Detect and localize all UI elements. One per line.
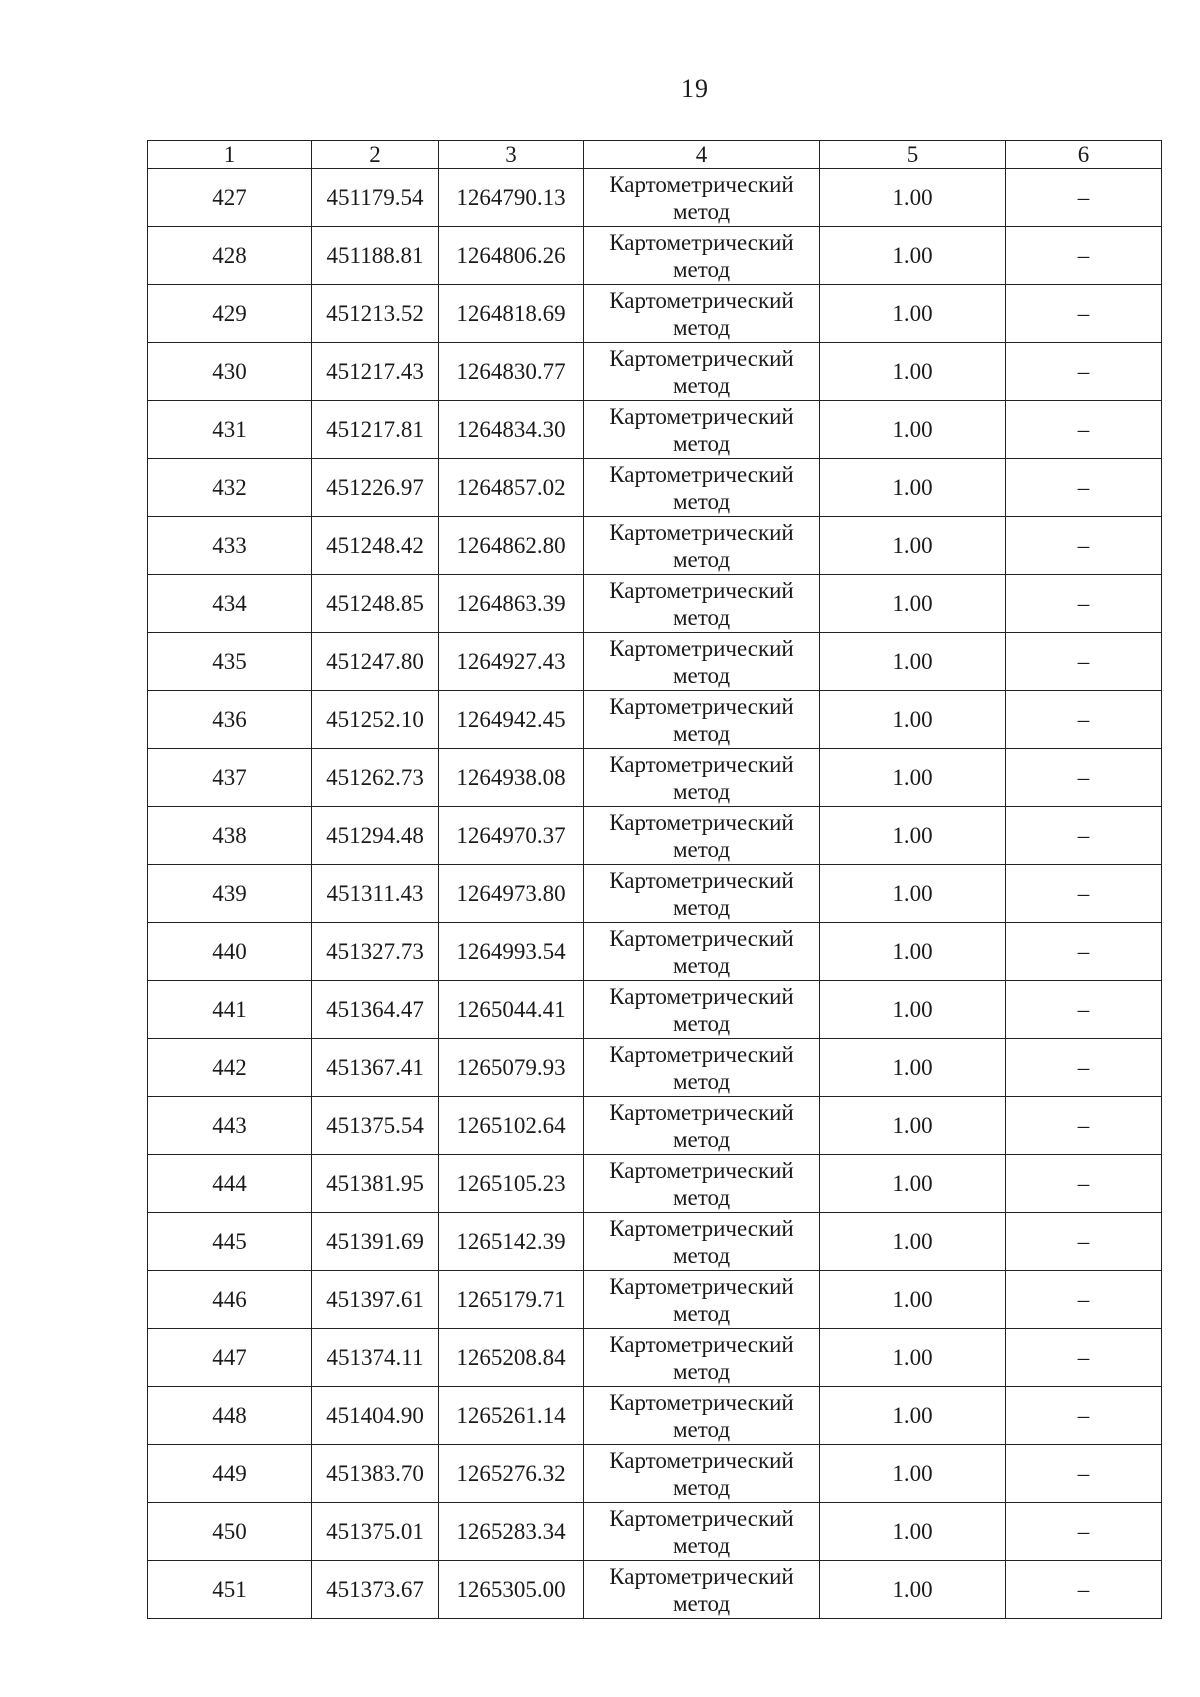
- y-coordinate-cell: 1264942.45: [439, 691, 584, 749]
- description-cell: –: [1006, 343, 1162, 401]
- table-row: [148, 401, 1162, 459]
- point-number-cell: 445: [148, 1213, 312, 1271]
- method-line-2: метод: [672, 663, 731, 688]
- accuracy-cell: 1.00: [820, 459, 1006, 517]
- accuracy-cell: 1.00: [820, 575, 1006, 633]
- description-cell: –: [1006, 1329, 1162, 1387]
- method-line-1: Картометрический: [609, 288, 794, 313]
- y-coordinate-cell: 1264973.80: [439, 865, 584, 923]
- method-line-1: Картометрический: [609, 752, 794, 777]
- method-line-2: метод: [672, 199, 731, 224]
- x-coordinate-cell: 451367.41: [312, 1039, 439, 1097]
- method-cell: [584, 1503, 820, 1561]
- description-cell: –: [1006, 1271, 1162, 1329]
- description-cell: –: [1006, 807, 1162, 865]
- point-number-cell: 434: [148, 575, 312, 633]
- description-cell: –: [1006, 401, 1162, 459]
- x-coordinate-cell: 451248.42: [312, 517, 439, 575]
- y-coordinate-cell: 1264863.39: [439, 575, 584, 633]
- method-line-1: Картометрический: [609, 346, 794, 371]
- method-line-1: Картометрический: [609, 404, 794, 429]
- method-line-1: Картометрический: [609, 636, 794, 661]
- header-row: [148, 141, 1162, 169]
- table-row: [148, 865, 1162, 923]
- method-line-1: Картометрический: [609, 926, 794, 951]
- method-cell: [584, 1271, 820, 1329]
- accuracy-cell: 1.00: [820, 1213, 1006, 1271]
- table-row: [148, 459, 1162, 517]
- y-coordinate-cell: 1265142.39: [439, 1213, 584, 1271]
- method-line-1: Картометрический: [609, 1100, 794, 1125]
- method-line-2: метод: [672, 837, 731, 862]
- y-coordinate-cell: 1264818.69: [439, 285, 584, 343]
- description-cell: –: [1006, 227, 1162, 285]
- x-coordinate-cell: 451188.81: [312, 227, 439, 285]
- method-line-2: метод: [672, 1359, 731, 1384]
- method-line-1: Картометрический: [609, 1448, 794, 1473]
- accuracy-cell: 1.00: [820, 1503, 1006, 1561]
- x-coordinate-cell: 451252.10: [312, 691, 439, 749]
- description-cell: –: [1006, 1561, 1162, 1619]
- accuracy-cell: 1.00: [820, 1271, 1006, 1329]
- table-row: [148, 285, 1162, 343]
- method-line-2: метод: [672, 489, 731, 514]
- point-number-cell: 439: [148, 865, 312, 923]
- method-cell: [584, 401, 820, 459]
- method-line-1: Картометрический: [609, 868, 794, 893]
- table-header: [148, 141, 1162, 169]
- y-coordinate-cell: 1264938.08: [439, 749, 584, 807]
- method-cell: [584, 807, 820, 865]
- y-coordinate-cell: 1265208.84: [439, 1329, 584, 1387]
- point-number-cell: 441: [148, 981, 312, 1039]
- method-cell: [584, 923, 820, 981]
- method-line-1: Картометрический: [609, 230, 794, 255]
- table-row: [148, 1561, 1162, 1619]
- point-number-cell: 451: [148, 1561, 312, 1619]
- x-coordinate-cell: 451248.85: [312, 575, 439, 633]
- method-line-1: Картометрический: [609, 1158, 794, 1183]
- point-number-cell: 444: [148, 1155, 312, 1213]
- x-coordinate-cell: 451381.95: [312, 1155, 439, 1213]
- point-number-cell: 443: [148, 1097, 312, 1155]
- point-number-cell: 433: [148, 517, 312, 575]
- table-row: [148, 1503, 1162, 1561]
- accuracy-cell: 1.00: [820, 169, 1006, 227]
- accuracy-cell: 1.00: [820, 1329, 1006, 1387]
- point-number-cell: 442: [148, 1039, 312, 1097]
- accuracy-cell: 1.00: [820, 923, 1006, 981]
- point-number-cell: 431: [148, 401, 312, 459]
- y-coordinate-cell: 1264862.80: [439, 517, 584, 575]
- method-cell: [584, 1039, 820, 1097]
- method-line-1: Картометрический: [609, 1274, 794, 1299]
- x-coordinate-cell: 451262.73: [312, 749, 439, 807]
- description-cell: –: [1006, 923, 1162, 981]
- method-cell: [584, 459, 820, 517]
- accuracy-cell: 1.00: [820, 1445, 1006, 1503]
- table-row: [148, 1039, 1162, 1097]
- point-number-cell: 446: [148, 1271, 312, 1329]
- table-row: [148, 1387, 1162, 1445]
- method-cell: [584, 1097, 820, 1155]
- column-header-4: 4: [584, 141, 820, 169]
- x-coordinate-cell: 451375.01: [312, 1503, 439, 1561]
- table-row: [148, 1097, 1162, 1155]
- point-number-cell: 432: [148, 459, 312, 517]
- method-line-1: Картометрический: [609, 984, 794, 1009]
- point-number-cell: 427: [148, 169, 312, 227]
- description-cell: –: [1006, 1097, 1162, 1155]
- y-coordinate-cell: 1264927.43: [439, 633, 584, 691]
- method-cell: [584, 1387, 820, 1445]
- accuracy-cell: 1.00: [820, 1561, 1006, 1619]
- method-line-1: Картометрический: [609, 1390, 794, 1415]
- y-coordinate-cell: 1265102.64: [439, 1097, 584, 1155]
- method-cell: [584, 633, 820, 691]
- method-line-2: метод: [672, 1417, 731, 1442]
- point-number-cell: 438: [148, 807, 312, 865]
- x-coordinate-cell: 451373.67: [312, 1561, 439, 1619]
- method-cell: [584, 749, 820, 807]
- method-cell: [584, 343, 820, 401]
- method-line-1: Картометрический: [609, 520, 794, 545]
- method-line-2: метод: [672, 373, 731, 398]
- table-row: [148, 169, 1162, 227]
- table-row: [148, 1213, 1162, 1271]
- y-coordinate-cell: 1264857.02: [439, 459, 584, 517]
- accuracy-cell: 1.00: [820, 285, 1006, 343]
- accuracy-cell: 1.00: [820, 865, 1006, 923]
- y-coordinate-cell: 1265305.00: [439, 1561, 584, 1619]
- table-row: [148, 1445, 1162, 1503]
- column-header-3: 3: [439, 141, 584, 169]
- method-line-2: метод: [672, 1533, 731, 1558]
- x-coordinate-cell: 451327.73: [312, 923, 439, 981]
- x-coordinate-cell: 451404.90: [312, 1387, 439, 1445]
- accuracy-cell: 1.00: [820, 1039, 1006, 1097]
- method-line-1: Картометрический: [609, 578, 794, 603]
- method-line-1: Картометрический: [609, 810, 794, 835]
- y-coordinate-cell: 1264993.54: [439, 923, 584, 981]
- y-coordinate-cell: 1265105.23: [439, 1155, 584, 1213]
- description-cell: –: [1006, 285, 1162, 343]
- description-cell: –: [1006, 1503, 1162, 1561]
- x-coordinate-cell: 451391.69: [312, 1213, 439, 1271]
- y-coordinate-cell: 1265261.14: [439, 1387, 584, 1445]
- method-line-1: Картометрический: [609, 1332, 794, 1357]
- point-number-cell: 447: [148, 1329, 312, 1387]
- method-line-2: метод: [672, 895, 731, 920]
- method-line-2: метод: [672, 1127, 731, 1152]
- table-row: [148, 691, 1162, 749]
- method-cell: [584, 1445, 820, 1503]
- method-line-2: метод: [672, 1243, 731, 1268]
- page-number: 19: [681, 74, 709, 103]
- table-row: [148, 1155, 1162, 1213]
- method-line-2: метод: [672, 1011, 731, 1036]
- x-coordinate-cell: 451397.61: [312, 1271, 439, 1329]
- method-line-1: Картометрический: [609, 694, 794, 719]
- table-row: [148, 1329, 1162, 1387]
- description-cell: –: [1006, 1387, 1162, 1445]
- method-line-1: Картометрический: [609, 1564, 794, 1589]
- method-line-1: Картометрический: [609, 1506, 794, 1531]
- table-row: [148, 981, 1162, 1039]
- method-cell: [584, 517, 820, 575]
- method-line-1: Картометрический: [609, 172, 794, 197]
- column-header-1: 1: [148, 141, 312, 169]
- table-row: [148, 923, 1162, 981]
- y-coordinate-cell: 1265179.71: [439, 1271, 584, 1329]
- point-number-cell: 450: [148, 1503, 312, 1561]
- x-coordinate-cell: 451311.43: [312, 865, 439, 923]
- column-header-5: 5: [820, 141, 1006, 169]
- description-cell: –: [1006, 575, 1162, 633]
- description-cell: –: [1006, 1213, 1162, 1271]
- table-row: [148, 1271, 1162, 1329]
- method-line-1: Картометрический: [609, 1216, 794, 1241]
- y-coordinate-cell: 1264834.30: [439, 401, 584, 459]
- x-coordinate-cell: 451364.47: [312, 981, 439, 1039]
- x-coordinate-cell: 451217.81: [312, 401, 439, 459]
- method-line-2: метод: [672, 605, 731, 630]
- accuracy-cell: 1.00: [820, 1387, 1006, 1445]
- description-cell: –: [1006, 691, 1162, 749]
- method-line-2: метод: [672, 1301, 731, 1326]
- accuracy-cell: 1.00: [820, 691, 1006, 749]
- description-cell: –: [1006, 1445, 1162, 1503]
- point-number-cell: 448: [148, 1387, 312, 1445]
- method-cell: [584, 575, 820, 633]
- description-cell: –: [1006, 749, 1162, 807]
- table-row: [148, 749, 1162, 807]
- column-header-6: 6: [1006, 141, 1162, 169]
- method-line-2: метод: [672, 1069, 731, 1094]
- point-number-cell: 440: [148, 923, 312, 981]
- table-row: [148, 575, 1162, 633]
- y-coordinate-cell: 1264806.26: [439, 227, 584, 285]
- description-cell: –: [1006, 517, 1162, 575]
- method-cell: [584, 1155, 820, 1213]
- point-number-cell: 436: [148, 691, 312, 749]
- x-coordinate-cell: 451375.54: [312, 1097, 439, 1155]
- y-coordinate-cell: 1264830.77: [439, 343, 584, 401]
- method-line-2: метод: [672, 1475, 731, 1500]
- y-coordinate-cell: 1264970.37: [439, 807, 584, 865]
- y-coordinate-cell: 1264790.13: [439, 169, 584, 227]
- point-number-cell: 437: [148, 749, 312, 807]
- y-coordinate-cell: 1265283.34: [439, 1503, 584, 1561]
- x-coordinate-cell: 451374.11: [312, 1329, 439, 1387]
- method-cell: [584, 1213, 820, 1271]
- y-coordinate-cell: 1265044.41: [439, 981, 584, 1039]
- method-cell: [584, 1329, 820, 1387]
- point-number-cell: 430: [148, 343, 312, 401]
- table-row: [148, 633, 1162, 691]
- method-cell: [584, 981, 820, 1039]
- accuracy-cell: 1.00: [820, 1097, 1006, 1155]
- x-coordinate-cell: 451226.97: [312, 459, 439, 517]
- x-coordinate-cell: 451383.70: [312, 1445, 439, 1503]
- method-line-2: метод: [672, 779, 731, 804]
- point-number-cell: 449: [148, 1445, 312, 1503]
- column-header-2: 2: [312, 141, 439, 169]
- coordinates-table: [147, 140, 1162, 1619]
- accuracy-cell: 1.00: [820, 981, 1006, 1039]
- description-cell: –: [1006, 981, 1162, 1039]
- method-line-1: Картометрический: [609, 462, 794, 487]
- accuracy-cell: 1.00: [820, 1155, 1006, 1213]
- method-line-2: метод: [672, 257, 731, 282]
- point-number-cell: 429: [148, 285, 312, 343]
- method-line-2: метод: [672, 1591, 731, 1616]
- method-cell: [584, 865, 820, 923]
- description-cell: –: [1006, 1155, 1162, 1213]
- table-row: [148, 343, 1162, 401]
- table-row: [148, 517, 1162, 575]
- description-cell: –: [1006, 865, 1162, 923]
- accuracy-cell: 1.00: [820, 749, 1006, 807]
- accuracy-cell: 1.00: [820, 517, 1006, 575]
- method-line-2: метод: [672, 547, 731, 572]
- point-number-cell: 428: [148, 227, 312, 285]
- table-row: [148, 807, 1162, 865]
- accuracy-cell: 1.00: [820, 227, 1006, 285]
- method-cell: [584, 285, 820, 343]
- table-body: [148, 169, 1162, 1619]
- method-cell: [584, 691, 820, 749]
- x-coordinate-cell: 451213.52: [312, 285, 439, 343]
- x-coordinate-cell: 451217.43: [312, 343, 439, 401]
- method-cell: [584, 227, 820, 285]
- method-line-2: метод: [672, 1185, 731, 1210]
- method-cell: [584, 169, 820, 227]
- method-cell: [584, 1561, 820, 1619]
- description-cell: –: [1006, 459, 1162, 517]
- accuracy-cell: 1.00: [820, 343, 1006, 401]
- method-line-2: метод: [672, 315, 731, 340]
- method-line-2: метод: [672, 953, 731, 978]
- table-row: [148, 227, 1162, 285]
- y-coordinate-cell: 1265079.93: [439, 1039, 584, 1097]
- method-line-2: метод: [672, 721, 731, 746]
- y-coordinate-cell: 1265276.32: [439, 1445, 584, 1503]
- description-cell: –: [1006, 169, 1162, 227]
- accuracy-cell: 1.00: [820, 633, 1006, 691]
- x-coordinate-cell: 451247.80: [312, 633, 439, 691]
- method-line-2: метод: [672, 431, 731, 456]
- method-line-1: Картометрический: [609, 1042, 794, 1067]
- accuracy-cell: 1.00: [820, 807, 1006, 865]
- description-cell: –: [1006, 1039, 1162, 1097]
- x-coordinate-cell: 451294.48: [312, 807, 439, 865]
- accuracy-cell: 1.00: [820, 401, 1006, 459]
- x-coordinate-cell: 451179.54: [312, 169, 439, 227]
- description-cell: –: [1006, 633, 1162, 691]
- point-number-cell: 435: [148, 633, 312, 691]
